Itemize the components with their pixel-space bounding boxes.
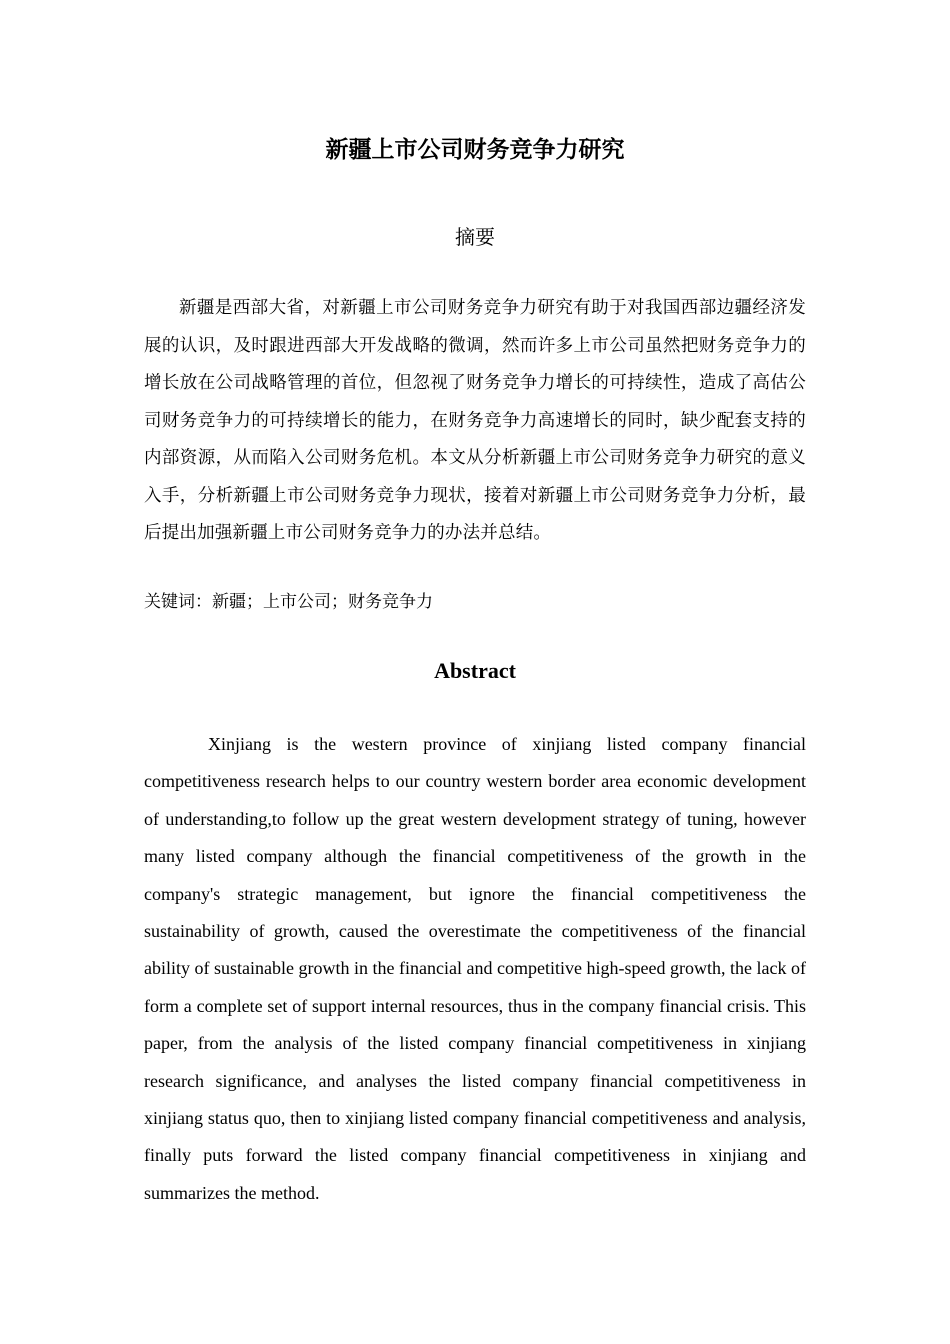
keywords-value: 新疆；上市公司；财务竞争力 [212, 592, 433, 612]
document-title: 新疆上市公司财务竞争力研究 [325, 137, 625, 163]
abstract-en-heading: Abstract [434, 658, 516, 683]
abstract-cn-heading: 摘要 [455, 225, 495, 249]
abstract-en-body: Xinjiang is the western province of xinjiang listed company financial competitiveness research helps to our country western border area economic development of understanding,to follow up the great western development strategy of tuning, however many listed company although the financial competitiveness of the growth in the company's strategic management, but ignore the financial competitiveness the sustainability of growth, caused the overestimate the competitiveness of the financial ability of sustainable growth in the financial and competitive high-speed growth, the lack of form a complete set of support internal resources, thus in the company financial crisis. This paper, from the analysis of the listed company financial competitiveness in xinjiang research significance, and analyses the listed company financial competitiveness in xinjiang status quo, then to xinjiang listed company financial competitiveness and analysis, finally puts forward the listed company financial competitiveness in xinjiang and summarizes the method. [144, 734, 806, 1203]
keywords-line [144, 589, 806, 615]
abstract-cn-body: 新疆是西部大省，对新疆上市公司财务竞争力研究有助于对我国西部边疆经济发展的认识，及时跟进西部大开发战略的微调，然而许多上市公司虽然把财务竞争力的增长放在公司战略管理的首位，但忽视了财务竞争力增长的可持续性，造成了高估公司财务竞争力的可持续增长的能力，在财务竞争力高速增长的同时，缺少配套支持的内部资源，从而陷入公司财务危机。本文从分析新疆上市公司财务竞争力研究的意义入手，分析新疆上市公司财务竞争力现状，接着对新疆上市公司财务竞争力分析，最后提出加强新疆上市公司财务竞争力的办法并总结。 [144, 298, 806, 543]
keywords-label: 关键词： [144, 592, 212, 612]
